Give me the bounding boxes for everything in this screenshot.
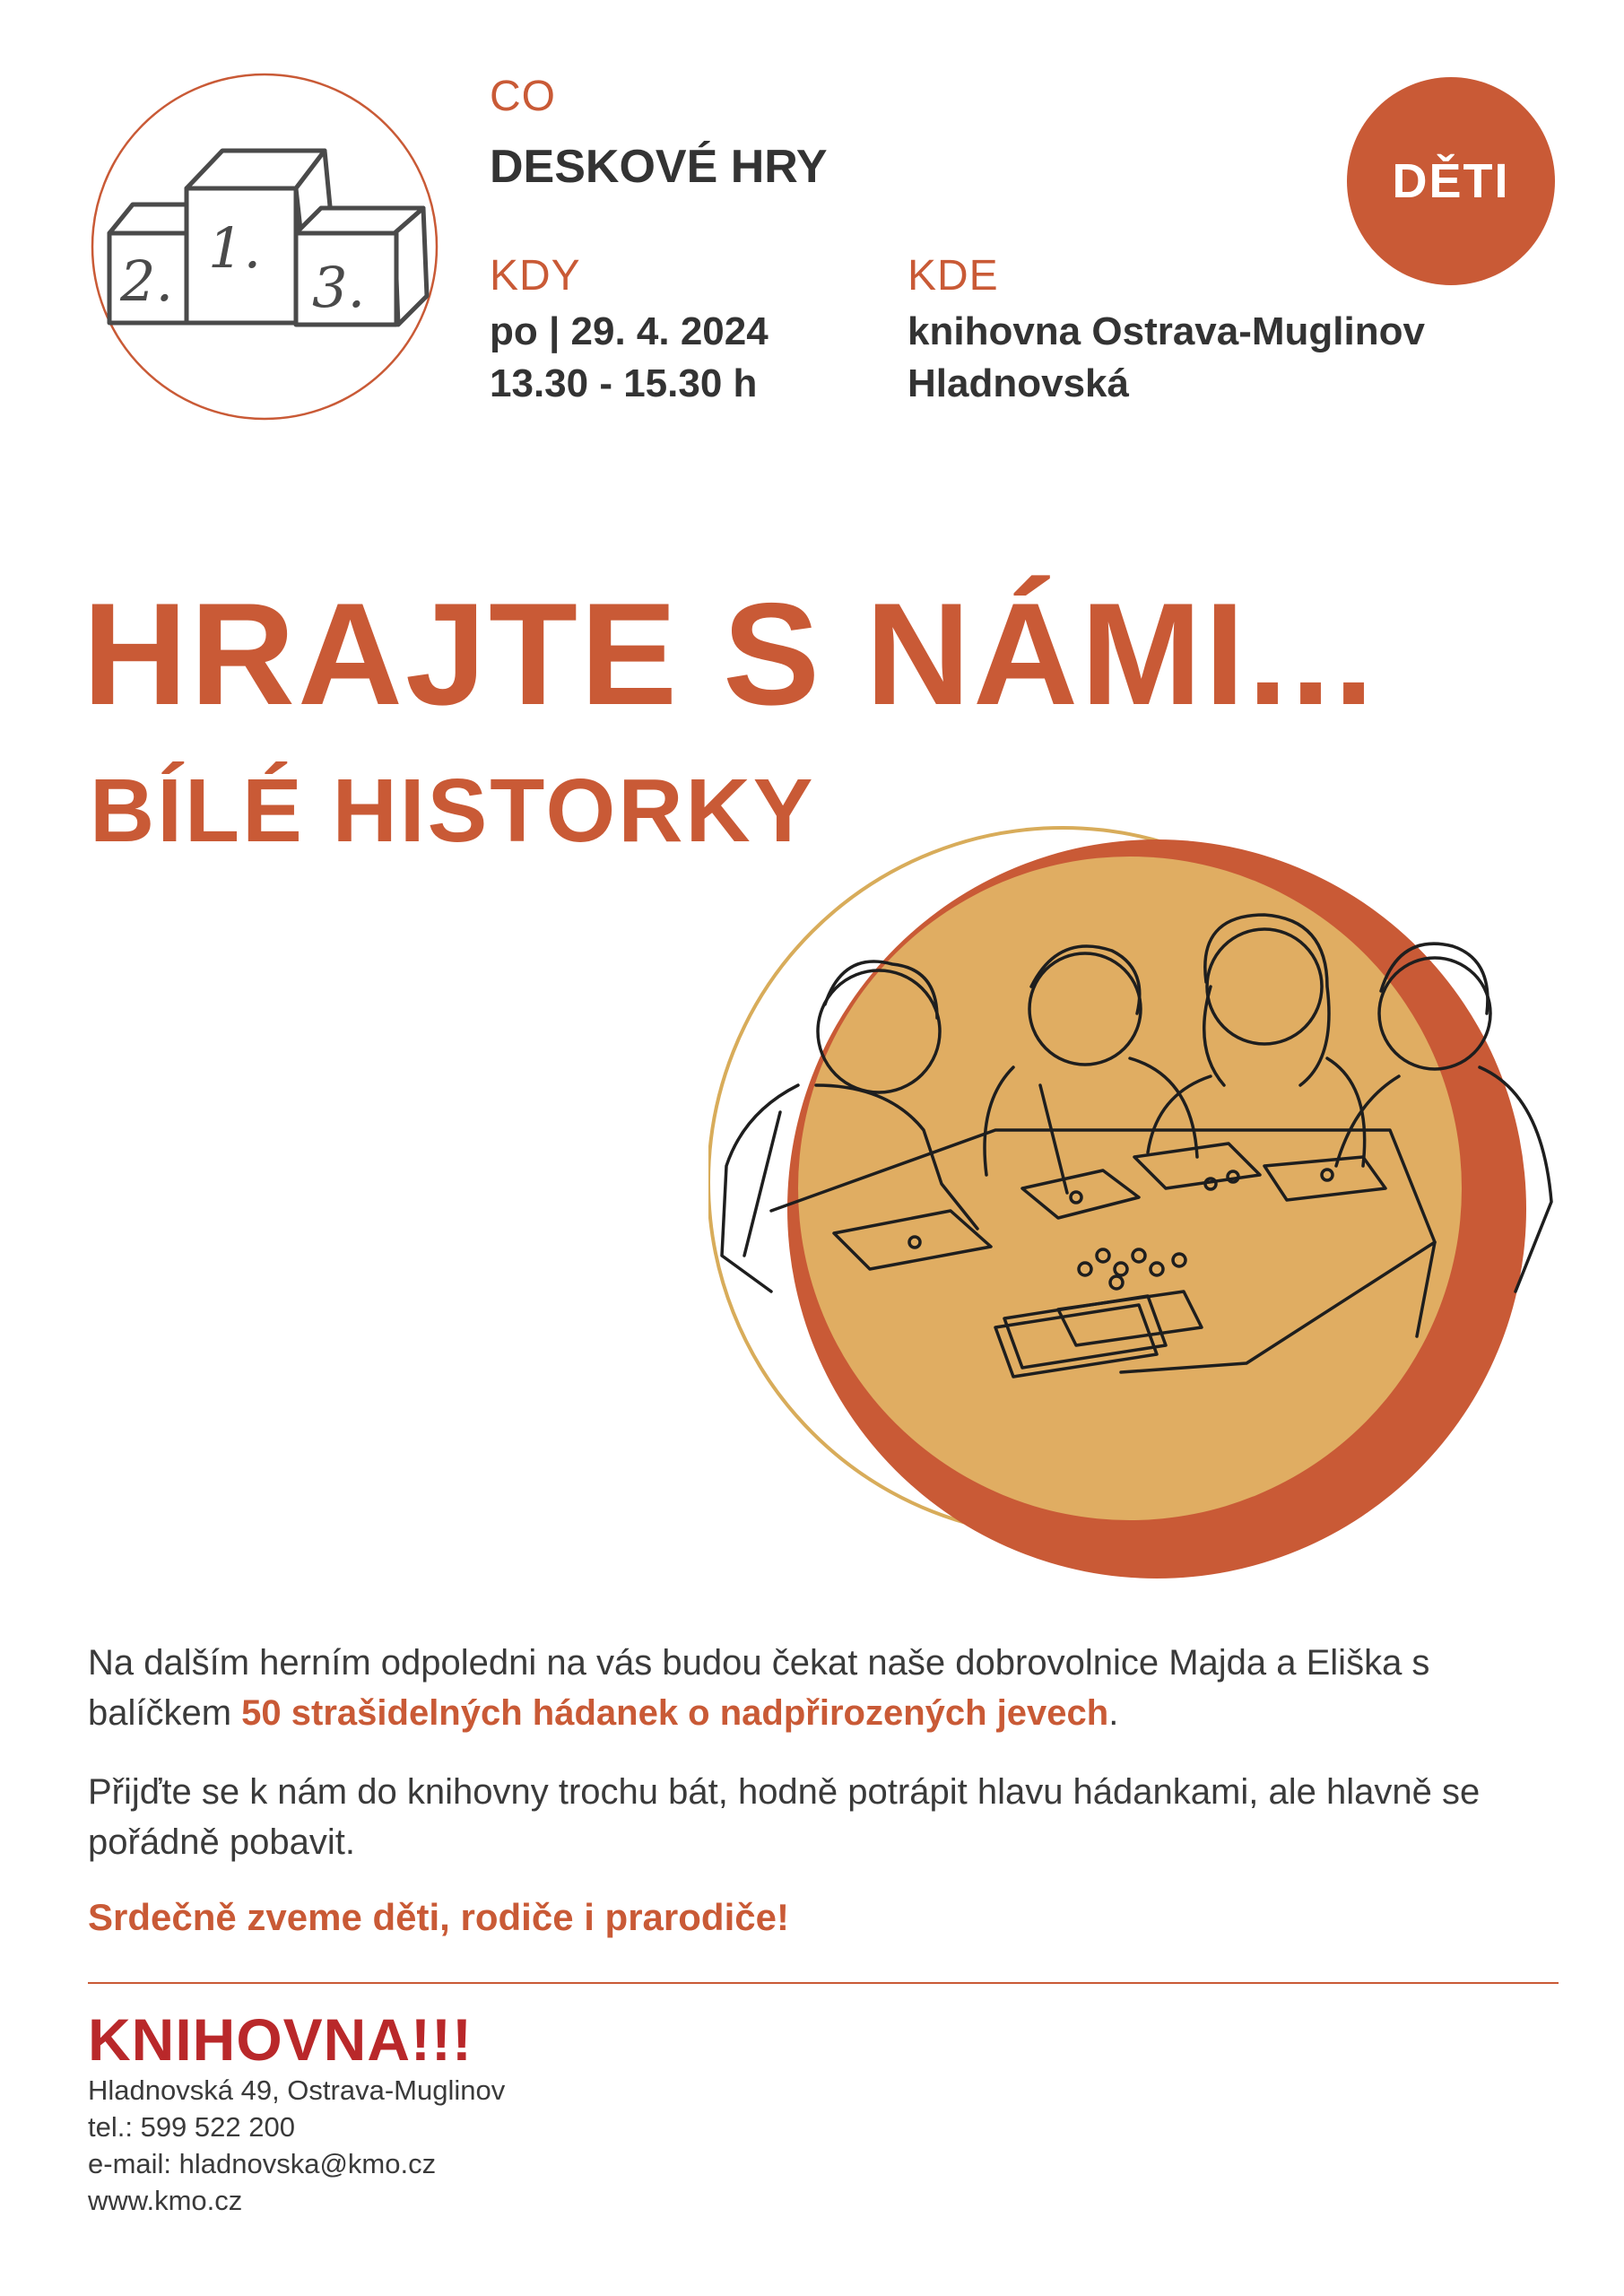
podium-place-2: 2. — [120, 248, 174, 314]
what-value: DESKOVÉ HRY — [490, 141, 828, 193]
kids-playing-board-game-illustration — [708, 789, 1569, 1605]
headline-subtitle: BÍLÉ HISTORKY — [90, 761, 816, 861]
description-text-end: . — [1108, 1693, 1119, 1733]
footer-email[interactable]: e-mail: hladnovska@kmo.cz — [88, 2148, 437, 2179]
description-highlight: 50 strašidelných hádanek o nadpřirozených jevech — [241, 1693, 1109, 1733]
podium-place-3: 3. — [312, 255, 366, 320]
when-time: 13.30 - 15.30 h — [490, 361, 758, 405]
footer-brand: KNIHOVNA!!! — [88, 2006, 473, 2073]
description-paragraph-2: Přijďte se k nám do knihovny trochu bát, hodně potrápit hlavu hádankami, ale hlavně se pořádně pobavit. — [88, 1772, 1481, 1862]
audience-badge — [1347, 77, 1555, 285]
audience-badge-label: DĚTI — [1392, 154, 1510, 208]
description-paragraph-1 — [88, 1638, 1568, 1738]
headline-title: HRAJTE S NÁMI... — [83, 573, 1377, 735]
description-text: Na dalším herním odpoledni na vás budou čekat naše dobrovolnice Majda a Eliška s balíčkem — [88, 1643, 1430, 1733]
when-label: KDY — [490, 252, 581, 300]
podium-icon — [90, 72, 439, 422]
footer-phone: tel.: 599 522 200 — [88, 2111, 295, 2143]
footer-address: Hladnovská 49, Ostrava-Muglinov — [88, 2074, 506, 2106]
invitation-text: Srdečně zveme děti, rodiče i prarodiče! — [88, 1896, 789, 1938]
what-label: CO — [490, 73, 556, 120]
illustration — [708, 789, 1569, 1605]
podium-place-1: 1. — [208, 215, 262, 281]
where-label: KDE — [908, 252, 999, 300]
when-date: po | 29. 4. 2024 — [490, 309, 769, 353]
where-line1: knihovna Ostrava-Muglinov — [908, 309, 1425, 353]
footer-divider — [88, 1982, 1559, 1984]
footer-website[interactable]: www.kmo.cz — [88, 2185, 243, 2216]
where-line2: Hladnovská — [908, 361, 1129, 405]
podium-badge — [90, 72, 439, 422]
